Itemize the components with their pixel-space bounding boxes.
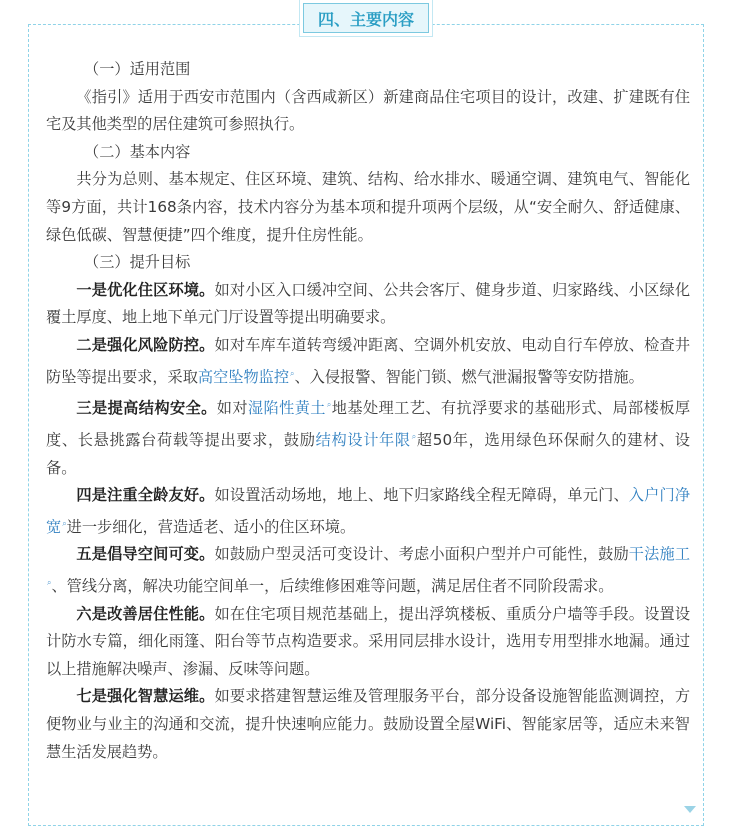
section-label-goals: （三）提升目标 <box>84 253 191 272</box>
basic-paragraph: 共分为总则、基本规定、住区环境、建筑、结构、给水排水、暖通空调、建筑电气、智能化等9方面，共计168条内容，技术内容分为基本项和提升项两个层级，从“安全耐久、舒适健康、绿色低碳、智慧便捷”四个维度，提升住房性能。 <box>46 170 690 244</box>
goal-paragraph-4 <box>46 482 690 541</box>
goal-text-5a: 如鼓励户型灵活可变设计、考虑小面积户型并户可能性，鼓励 <box>214 545 629 564</box>
goal-heading-5: 五是倡导空间可变。 <box>76 545 215 564</box>
goal-text-1: 如对小区入口缓冲空间、公共会客厅、健身步道、归家路线、小区绿化覆土厚度、地上地下单元门厅设置等提出明确要求。 <box>46 280 691 327</box>
goal-text-6: 如在住宅项目规范基础上，提出浮筑楼板、重质分户墙等手段。设置设计防水专篇，细化雨篷、阳台等节点构造要求。采用同层排水设计，选用专用型排水地漏。通过以上措施解决噪声、渗漏、反味等问题。 <box>46 604 691 678</box>
search-icon[interactable]: ⌕ <box>62 518 67 528</box>
goal-text-7: 如要求搭建智慧运维及管理服务平台，部分设备设施智能监测调控，方便物业与业主的沟通和交流，提升快速响应能力。鼓励设置全屋WiFi、智能家居等，适应未来智慧生活发展趋势。 <box>46 687 691 761</box>
goal-paragraph-5 <box>46 541 690 600</box>
search-link-door-width-text[interactable]: 入户门净宽 <box>46 486 691 536</box>
goal-text-2b: 、入侵报警、智能门锁、燃气泄漏报警等安防措施。 <box>294 367 644 386</box>
search-link-loess[interactable] <box>248 399 331 417</box>
goal-text-3a: 如对 <box>216 399 248 418</box>
goal-heading-4: 四是注重全龄友好。 <box>76 486 215 505</box>
goal-text-5b: 、管线分离，解决功能空间单一，后续维修困难等问题，满足居住者不同阶段需求。 <box>51 577 614 595</box>
scope-paragraph: 《指引》适用于西安市范围内（含西咸新区）新建商品住宅项目的设计，改建、扩建既有住宅及其他类型的居住建筑可参照执行。 <box>46 87 690 134</box>
goal-paragraph-1 <box>46 277 690 332</box>
goal-heading-1: 一是优化住区环境。 <box>76 280 215 299</box>
frame-pointer-icon <box>684 806 696 813</box>
search-link-dry-construction-text[interactable]: 干法施工 <box>628 545 691 564</box>
section-label-scope: （一）适用范围 <box>84 60 191 78</box>
goal-heading-2: 二是强化风险防控。 <box>76 335 215 354</box>
goal-heading-7: 七是强化智慧运维。 <box>76 687 215 706</box>
search-link-falling-objects[interactable] <box>198 368 295 386</box>
goal-heading-3: 三是提高结构安全。 <box>76 399 217 418</box>
goal-paragraph-7 <box>46 683 690 766</box>
section-title-text: 四、主要内容 <box>317 9 414 29</box>
search-link-design-life[interactable] <box>316 431 417 449</box>
section-label-basic: （二）基本内容 <box>84 142 191 161</box>
goal-text-4b: 进一步细化，营造适老、适小的住区环境。 <box>66 517 356 536</box>
goal-text-3b: 地基处理工艺、有抗浮要求的基础形式、局部楼板厚度、长悬挑露台荷载等提出要求，鼓励 <box>46 399 691 449</box>
goal-paragraph-3 <box>46 391 690 482</box>
goal-paragraph-6 <box>46 601 690 684</box>
goal-text-2a: 如对车库车道转弯缓冲距离、空调外机安放、电动自行车停放、检查井防坠等提出要求，采取 <box>46 335 691 386</box>
goal-text-4a: 如设置活动场地，地上、地下归家路线全程无障碍，单元门、 <box>214 486 629 505</box>
search-link-design-life-text[interactable]: 结构设计年限 <box>315 430 411 449</box>
search-icon[interactable]: ⌕ <box>47 577 52 587</box>
goal-text-3c: 超50年，选用绿色环保耐久的建材、设备。 <box>46 430 690 477</box>
article-body <box>46 56 690 766</box>
search-icon[interactable]: ⌕ <box>411 431 417 441</box>
search-icon[interactable]: ⌕ <box>326 400 332 410</box>
search-link-loess-text[interactable]: 湿陷性黄土 <box>247 399 326 418</box>
search-icon[interactable]: ⌕ <box>290 368 295 378</box>
search-link-falling-objects-text[interactable]: 高空坠物监控 <box>197 367 289 386</box>
goal-heading-6: 六是改善居住性能。 <box>76 604 215 623</box>
section-title <box>303 3 429 33</box>
goal-paragraph-2 <box>46 332 690 391</box>
